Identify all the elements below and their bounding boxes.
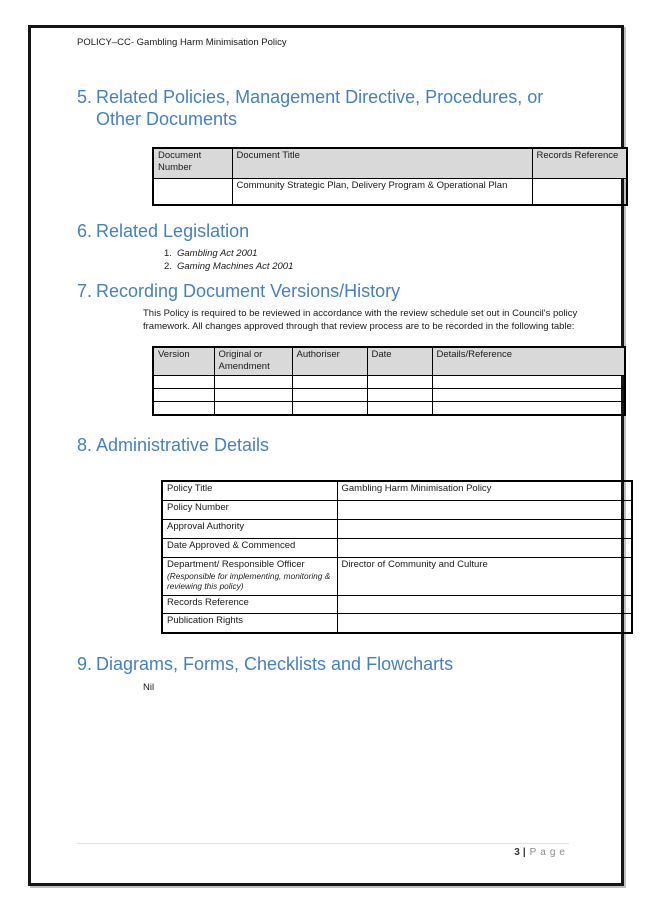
admin-label: Date Approved & Commenced — [167, 540, 296, 551]
column-header: Authoriser — [292, 347, 367, 376]
heading-number: 6. — [77, 221, 93, 241]
admin-value-cell — [337, 539, 632, 558]
section-6-heading — [77, 220, 579, 242]
footer-page-number: 3 — [514, 847, 520, 858]
table-row — [153, 389, 625, 402]
table-row — [162, 501, 632, 520]
heading-title: Administrative Details — [96, 434, 270, 455]
column-header: Document Title — [232, 148, 532, 178]
admin-value-cell — [337, 596, 632, 614]
legislation-list — [164, 247, 579, 273]
page-content — [31, 37, 621, 694]
page-footer — [77, 843, 569, 858]
heading-number: 8. — [77, 434, 93, 455]
admin-label-cell — [162, 501, 337, 520]
related-documents-table — [152, 147, 628, 206]
footer-page-word: Page — [529, 847, 569, 858]
section-8-heading — [77, 434, 579, 456]
admin-label: Department/ Responsible Officer — [167, 559, 305, 570]
admin-label-cell — [162, 558, 337, 596]
table-header-row — [153, 148, 627, 178]
document-page — [28, 25, 624, 886]
table-row — [162, 558, 632, 596]
admin-label-cell — [162, 520, 337, 539]
table-row — [162, 520, 632, 539]
admin-label: Policy Number — [167, 502, 229, 513]
table-cell — [532, 178, 627, 205]
table-row — [153, 376, 625, 389]
admin-label: Approval Authority — [167, 521, 245, 532]
heading-number: 5. — [77, 87, 93, 107]
admin-value-cell — [337, 501, 632, 520]
list-item — [164, 247, 579, 260]
list-item-text: Gambling Act 2001 — [177, 248, 258, 259]
nil-text: Nil — [143, 681, 155, 693]
versions-history-table — [152, 346, 626, 416]
admin-label: Publication Rights — [167, 615, 244, 626]
list-item-text: Gaming Machines Act 2001 — [177, 261, 294, 272]
heading-number: 7. — [77, 281, 93, 301]
column-header: Details/Reference — [432, 347, 625, 376]
admin-value-cell — [337, 520, 632, 539]
admin-label: Policy Title — [167, 482, 213, 494]
versions-intro-paragraph: This Policy is required to be reviewed in accordance with the review schedule set out in Council's policy framework. All changes approved through that review process are to be recorded in the following table: — [143, 308, 578, 332]
column-header: Document Number — [153, 148, 232, 178]
table-header-row — [153, 347, 625, 376]
column-header: Original or Amendment — [214, 347, 292, 376]
table-row — [162, 614, 632, 633]
admin-label-cell — [162, 596, 337, 614]
heading-title: Recording Document Versions/History — [96, 281, 401, 301]
administrative-details-table — [161, 480, 633, 634]
list-item — [164, 260, 579, 273]
section-9-heading — [77, 653, 579, 675]
footer-separator: | — [522, 847, 526, 858]
heading-title: Related Policies, Management Directive, Procedures, or Other Documents — [96, 87, 544, 129]
admin-value-cell: Director of Community and Culture — [337, 558, 632, 596]
document-header: POLICY–CC- Gambling Harm Minimisation Policy — [77, 37, 287, 48]
table-row — [162, 481, 632, 501]
admin-value-cell — [337, 614, 632, 633]
column-header: Records Reference — [532, 148, 627, 178]
section-7-heading — [77, 280, 579, 302]
table-row — [162, 596, 632, 614]
heading-title: Diagrams, Forms, Checklists and Flowcharts — [96, 653, 454, 674]
admin-value-cell: Gambling Harm Minimisation Policy — [337, 481, 632, 501]
admin-label-cell — [162, 481, 337, 501]
table-cell — [153, 178, 232, 205]
table-row — [153, 402, 625, 415]
admin-label-note: (Responsible for implementing, monitoring & reviewing this policy) — [167, 571, 331, 591]
column-header: Date — [367, 347, 432, 376]
heading-number: 9. — [77, 653, 93, 674]
column-header: Version — [153, 347, 214, 376]
admin-label-cell — [162, 539, 337, 558]
admin-label: Records Reference — [167, 597, 249, 608]
table-cell: Community Strategic Plan, Delivery Program & Operational Plan — [232, 178, 532, 205]
section-5-heading — [77, 86, 579, 130]
table-row — [162, 539, 632, 558]
list-item-number: 1. — [164, 248, 172, 259]
heading-title: Related Legislation — [96, 221, 250, 241]
table-row — [153, 178, 627, 205]
admin-label-cell — [162, 614, 337, 633]
list-item-number: 2. — [164, 261, 172, 272]
